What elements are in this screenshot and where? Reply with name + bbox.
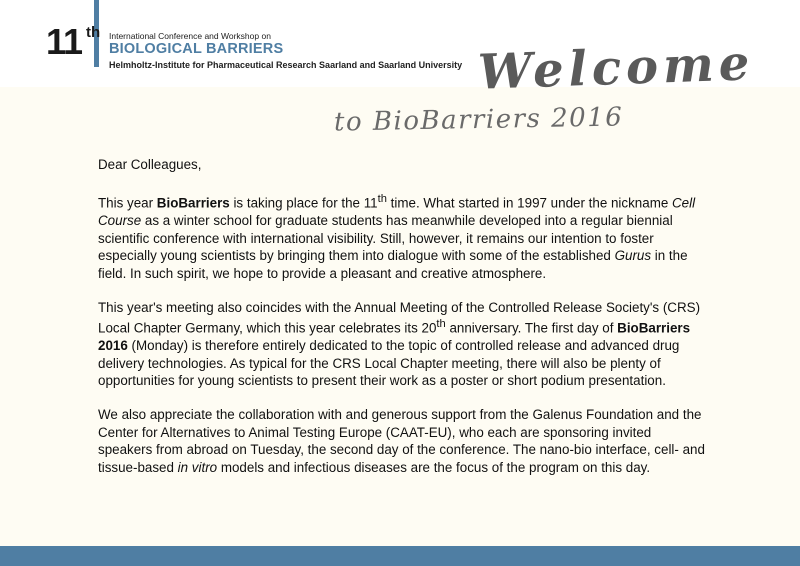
- superscript: th: [436, 318, 446, 331]
- conference-subtitle: International Conference and Workshop on: [109, 31, 271, 41]
- text-run: anniversary. The first day of: [445, 320, 618, 336]
- bold-run: BioBarriers 2016: [98, 320, 691, 354]
- italic-run: Gurus: [614, 248, 652, 264]
- edition-suffix: th: [86, 24, 101, 41]
- footer-bar: [0, 546, 800, 566]
- text-run: in the field. In such spirit, we hope to provide a pleasant and creative atmosphere.: [98, 248, 688, 281]
- text-run: models and infectious diseases are the focus of the program on this day.: [217, 459, 651, 475]
- letter-paragraph-2: [98, 299, 708, 390]
- letter-paragraph-3: [98, 406, 708, 476]
- text-run: time. What started in 1997 under the nickname: [386, 195, 673, 211]
- letter-paragraph-1: [98, 191, 708, 282]
- welcome-title: Welcome: [477, 35, 756, 101]
- conference-title: BIOLOGICAL BARRIERS: [109, 41, 284, 57]
- welcome-letter: [98, 156, 708, 493]
- text-run: This year: [98, 195, 157, 211]
- conference-host: Helmholtz-Institute for Pharmaceutical Research Saarland and Saarland University: [109, 60, 463, 70]
- text-run: This year's meeting also coincides with the Annual Meeting of the Controlled Release Society's (CRS) Local Chapter Germany, which this year celebrates its 20: [98, 299, 701, 336]
- text-run: (Monday) is therefore entirely dedicated to the topic of controlled release and advanced drug delivery technologies. As typical for the CRS Local Chapter meeting, there will also be plenty of opportunities for young scientists to present their work as a poster or short podium presentation.: [98, 338, 680, 388]
- text-run: We also appreciate the collaboration with and generous support from the Galenus Foundation and the Center for Alternatives to Animal Testing Europe (CAAT-EU), who each are sponsoring invited speakers from abroad on Tuesday, the second day of the conference. The nano-bio interface, cell- and tissue-based: [98, 407, 705, 475]
- text-run: as a winter school for graduate students has meanwhile developed into a regular biennial scientific conference with international visibility. Still, however, it remains our intention to foster especially young scientists by bringing them into dialogue with some of the established: [98, 213, 673, 264]
- edition-number: 11: [46, 21, 83, 62]
- text-run: is taking place for the 11: [229, 195, 378, 211]
- welcome-subtitle: to BioBarriers 2016: [333, 102, 624, 138]
- italic-run: in vitro: [177, 459, 218, 475]
- letter-greeting: Dear Colleagues,: [98, 157, 202, 172]
- italic-run: Cell Course: [98, 195, 696, 229]
- superscript: th: [377, 193, 387, 206]
- bold-run: BioBarriers: [156, 195, 230, 211]
